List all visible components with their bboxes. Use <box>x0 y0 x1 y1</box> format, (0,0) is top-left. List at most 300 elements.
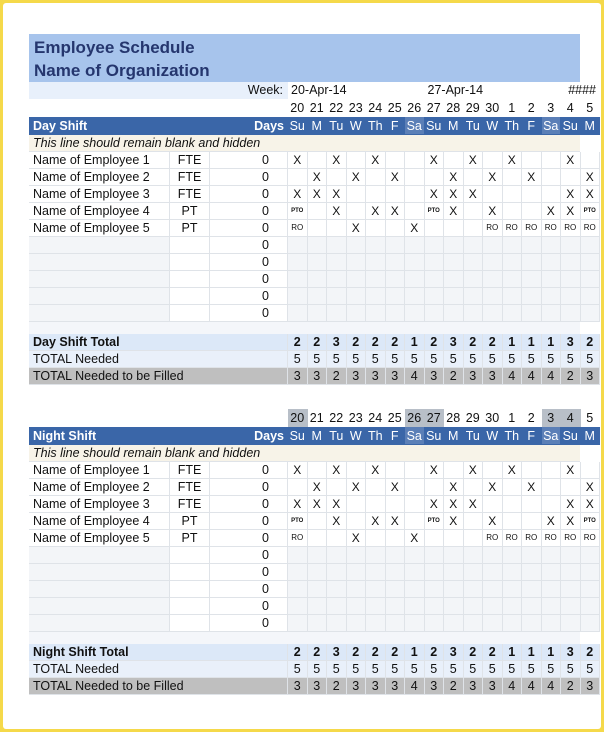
schedule-cell[interactable] <box>308 152 328 169</box>
schedule-cell[interactable]: X <box>561 186 581 203</box>
schedule-cell[interactable] <box>464 530 484 547</box>
schedule-cell[interactable] <box>425 547 445 564</box>
schedule-cell[interactable] <box>386 564 406 581</box>
schedule-cell[interactable] <box>542 462 562 479</box>
schedule-cell[interactable] <box>483 271 503 288</box>
schedule-cell[interactable] <box>444 581 464 598</box>
schedule-cell[interactable] <box>288 254 308 271</box>
schedule-cell[interactable] <box>347 547 367 564</box>
schedule-cell[interactable] <box>503 288 523 305</box>
employee-type[interactable] <box>170 288 210 305</box>
schedule-cell[interactable] <box>464 271 484 288</box>
schedule-cell[interactable]: X <box>561 513 581 530</box>
schedule-cell[interactable] <box>386 462 406 479</box>
schedule-cell[interactable]: X <box>327 203 347 220</box>
schedule-cell[interactable] <box>308 513 328 530</box>
employee-type[interactable] <box>170 615 210 632</box>
schedule-cell[interactable] <box>542 237 562 254</box>
schedule-cell[interactable] <box>444 254 464 271</box>
schedule-cell[interactable]: X <box>542 203 562 220</box>
schedule-cell[interactable] <box>581 462 601 479</box>
schedule-cell[interactable] <box>464 513 484 530</box>
schedule-cell[interactable] <box>347 496 367 513</box>
schedule-cell[interactable] <box>386 288 406 305</box>
schedule-cell[interactable] <box>464 288 484 305</box>
employee-name[interactable]: Name of Employee 4 <box>29 513 170 530</box>
schedule-cell[interactable] <box>425 479 445 496</box>
schedule-cell[interactable]: RO <box>522 530 542 547</box>
employee-type[interactable] <box>170 237 210 254</box>
schedule-cell[interactable]: X <box>308 479 328 496</box>
schedule-cell[interactable] <box>288 564 308 581</box>
schedule-cell[interactable] <box>405 598 425 615</box>
schedule-cell[interactable] <box>308 203 328 220</box>
schedule-cell[interactable] <box>366 305 386 322</box>
schedule-cell[interactable] <box>366 479 386 496</box>
schedule-cell[interactable] <box>542 152 562 169</box>
schedule-cell[interactable] <box>503 598 523 615</box>
schedule-cell[interactable] <box>464 237 484 254</box>
employee-name[interactable]: Name of Employee 3 <box>29 186 170 203</box>
schedule-cell[interactable] <box>425 598 445 615</box>
schedule-cell[interactable] <box>327 254 347 271</box>
schedule-cell[interactable] <box>522 513 542 530</box>
schedule-cell[interactable] <box>444 220 464 237</box>
schedule-cell[interactable] <box>522 462 542 479</box>
schedule-cell[interactable]: X <box>288 462 308 479</box>
schedule-cell[interactable] <box>581 564 601 581</box>
employee-name[interactable] <box>29 305 170 322</box>
schedule-cell[interactable] <box>444 530 464 547</box>
employee-type[interactable]: FTE <box>170 186 210 203</box>
schedule-cell[interactable]: X <box>581 479 601 496</box>
schedule-cell[interactable] <box>366 237 386 254</box>
schedule-cell[interactable]: X <box>327 496 347 513</box>
schedule-cell[interactable] <box>561 581 581 598</box>
schedule-cell[interactable]: X <box>347 479 367 496</box>
schedule-cell[interactable]: RO <box>288 220 308 237</box>
schedule-cell[interactable] <box>308 237 328 254</box>
schedule-cell[interactable] <box>542 305 562 322</box>
schedule-cell[interactable] <box>366 169 386 186</box>
schedule-cell[interactable] <box>366 186 386 203</box>
schedule-cell[interactable] <box>425 305 445 322</box>
schedule-cell[interactable] <box>522 237 542 254</box>
schedule-cell[interactable] <box>444 271 464 288</box>
schedule-cell[interactable] <box>503 186 523 203</box>
employee-type[interactable]: FTE <box>170 479 210 496</box>
schedule-cell[interactable] <box>366 564 386 581</box>
schedule-cell[interactable] <box>347 598 367 615</box>
schedule-cell[interactable] <box>425 271 445 288</box>
schedule-cell[interactable] <box>386 220 406 237</box>
schedule-cell[interactable] <box>288 479 308 496</box>
employee-type[interactable] <box>170 254 210 271</box>
schedule-cell[interactable]: X <box>386 513 406 530</box>
schedule-cell[interactable]: RO <box>561 530 581 547</box>
week-end-date[interactable]: #### <box>561 82 600 99</box>
employee-name[interactable] <box>29 581 170 598</box>
schedule-cell[interactable] <box>522 254 542 271</box>
schedule-cell[interactable] <box>444 547 464 564</box>
schedule-cell[interactable] <box>581 237 601 254</box>
schedule-cell[interactable]: X <box>483 203 503 220</box>
schedule-cell[interactable] <box>483 462 503 479</box>
employee-type[interactable] <box>170 547 210 564</box>
schedule-cell[interactable] <box>347 237 367 254</box>
schedule-cell[interactable] <box>503 513 523 530</box>
schedule-cell[interactable]: X <box>561 496 581 513</box>
schedule-cell[interactable]: X <box>561 203 581 220</box>
schedule-cell[interactable]: X <box>444 496 464 513</box>
schedule-cell[interactable]: RO <box>542 530 562 547</box>
schedule-cell[interactable] <box>288 271 308 288</box>
schedule-cell[interactable]: X <box>405 530 425 547</box>
schedule-cell[interactable] <box>347 271 367 288</box>
schedule-cell[interactable]: X <box>503 152 523 169</box>
schedule-cell[interactable]: RO <box>483 530 503 547</box>
schedule-cell[interactable] <box>444 564 464 581</box>
schedule-cell[interactable] <box>405 237 425 254</box>
schedule-cell[interactable] <box>405 615 425 632</box>
employee-type[interactable]: FTE <box>170 169 210 186</box>
schedule-cell[interactable] <box>522 598 542 615</box>
schedule-cell[interactable] <box>327 237 347 254</box>
schedule-cell[interactable]: PTO <box>425 513 445 530</box>
schedule-cell[interactable]: PTO <box>288 513 308 530</box>
schedule-cell[interactable] <box>327 220 347 237</box>
employee-name[interactable] <box>29 254 170 271</box>
schedule-cell[interactable]: X <box>444 203 464 220</box>
schedule-cell[interactable]: X <box>561 152 581 169</box>
schedule-cell[interactable] <box>483 186 503 203</box>
schedule-cell[interactable] <box>366 598 386 615</box>
schedule-cell[interactable]: X <box>327 152 347 169</box>
employee-name[interactable]: Name of Employee 1 <box>29 152 170 169</box>
schedule-cell[interactable]: X <box>444 479 464 496</box>
schedule-cell[interactable] <box>386 615 406 632</box>
schedule-cell[interactable] <box>581 254 601 271</box>
schedule-cell[interactable] <box>522 496 542 513</box>
schedule-cell[interactable] <box>366 581 386 598</box>
schedule-cell[interactable]: X <box>366 152 386 169</box>
schedule-cell[interactable] <box>386 152 406 169</box>
schedule-cell[interactable] <box>444 288 464 305</box>
schedule-cell[interactable] <box>464 254 484 271</box>
schedule-cell[interactable]: X <box>425 186 445 203</box>
employee-type[interactable] <box>170 271 210 288</box>
schedule-cell[interactable] <box>581 547 601 564</box>
schedule-cell[interactable] <box>308 254 328 271</box>
schedule-cell[interactable] <box>503 581 523 598</box>
schedule-cell[interactable] <box>444 305 464 322</box>
schedule-cell[interactable] <box>347 254 367 271</box>
schedule-cell[interactable] <box>522 271 542 288</box>
schedule-cell[interactable] <box>347 152 367 169</box>
schedule-cell[interactable] <box>425 169 445 186</box>
schedule-cell[interactable] <box>308 271 328 288</box>
schedule-cell[interactable] <box>405 203 425 220</box>
schedule-cell[interactable] <box>464 547 484 564</box>
schedule-cell[interactable] <box>386 530 406 547</box>
schedule-cell[interactable] <box>542 581 562 598</box>
schedule-cell[interactable] <box>464 305 484 322</box>
schedule-cell[interactable] <box>386 305 406 322</box>
schedule-cell[interactable]: X <box>366 462 386 479</box>
employee-type[interactable] <box>170 598 210 615</box>
schedule-cell[interactable] <box>405 479 425 496</box>
schedule-cell[interactable] <box>522 547 542 564</box>
schedule-cell[interactable] <box>542 169 562 186</box>
schedule-cell[interactable]: X <box>464 152 484 169</box>
schedule-cell[interactable] <box>405 254 425 271</box>
schedule-cell[interactable] <box>503 169 523 186</box>
schedule-cell[interactable] <box>522 564 542 581</box>
schedule-cell[interactable]: X <box>464 496 484 513</box>
schedule-cell[interactable] <box>327 564 347 581</box>
schedule-cell[interactable] <box>308 581 328 598</box>
employee-name[interactable] <box>29 615 170 632</box>
schedule-cell[interactable] <box>405 496 425 513</box>
schedule-cell[interactable] <box>308 547 328 564</box>
schedule-cell[interactable] <box>308 220 328 237</box>
employee-type[interactable]: PT <box>170 513 210 530</box>
schedule-cell[interactable]: X <box>386 169 406 186</box>
schedule-cell[interactable] <box>308 462 328 479</box>
employee-name[interactable] <box>29 288 170 305</box>
schedule-cell[interactable] <box>327 615 347 632</box>
schedule-cell[interactable] <box>327 305 347 322</box>
schedule-cell[interactable] <box>288 598 308 615</box>
schedule-cell[interactable] <box>522 288 542 305</box>
schedule-cell[interactable]: X <box>581 496 601 513</box>
schedule-cell[interactable] <box>386 547 406 564</box>
schedule-cell[interactable]: X <box>561 462 581 479</box>
schedule-cell[interactable] <box>327 479 347 496</box>
schedule-cell[interactable] <box>464 598 484 615</box>
schedule-cell[interactable] <box>542 598 562 615</box>
employee-type[interactable]: PT <box>170 220 210 237</box>
schedule-cell[interactable] <box>308 530 328 547</box>
schedule-cell[interactable]: X <box>288 496 308 513</box>
schedule-cell[interactable] <box>327 288 347 305</box>
schedule-cell[interactable] <box>542 186 562 203</box>
schedule-cell[interactable] <box>347 513 367 530</box>
schedule-cell[interactable]: PTO <box>581 513 601 530</box>
schedule-cell[interactable]: X <box>581 169 601 186</box>
schedule-cell[interactable] <box>366 547 386 564</box>
schedule-cell[interactable]: X <box>366 513 386 530</box>
schedule-cell[interactable] <box>347 615 367 632</box>
schedule-cell[interactable]: PTO <box>425 203 445 220</box>
employee-name[interactable] <box>29 564 170 581</box>
schedule-cell[interactable] <box>581 288 601 305</box>
schedule-cell[interactable] <box>347 581 367 598</box>
schedule-cell[interactable] <box>405 462 425 479</box>
schedule-cell[interactable] <box>464 203 484 220</box>
schedule-cell[interactable] <box>483 564 503 581</box>
schedule-cell[interactable] <box>327 271 347 288</box>
schedule-cell[interactable] <box>288 547 308 564</box>
schedule-cell[interactable] <box>425 254 445 271</box>
schedule-cell[interactable] <box>405 513 425 530</box>
schedule-cell[interactable] <box>522 203 542 220</box>
schedule-cell[interactable]: X <box>483 169 503 186</box>
employee-name[interactable]: Name of Employee 3 <box>29 496 170 513</box>
schedule-cell[interactable] <box>483 615 503 632</box>
schedule-cell[interactable] <box>405 564 425 581</box>
schedule-cell[interactable] <box>561 254 581 271</box>
schedule-cell[interactable]: X <box>444 513 464 530</box>
schedule-cell[interactable] <box>483 547 503 564</box>
schedule-cell[interactable] <box>464 581 484 598</box>
employee-type[interactable] <box>170 581 210 598</box>
schedule-cell[interactable] <box>405 305 425 322</box>
schedule-cell[interactable] <box>366 271 386 288</box>
schedule-cell[interactable] <box>308 305 328 322</box>
schedule-cell[interactable] <box>405 288 425 305</box>
schedule-cell[interactable] <box>542 254 562 271</box>
schedule-cell[interactable] <box>288 581 308 598</box>
schedule-cell[interactable]: RO <box>503 530 523 547</box>
schedule-cell[interactable] <box>464 615 484 632</box>
schedule-cell[interactable] <box>347 203 367 220</box>
schedule-cell[interactable] <box>483 598 503 615</box>
schedule-cell[interactable] <box>542 496 562 513</box>
schedule-cell[interactable] <box>483 496 503 513</box>
schedule-cell[interactable]: X <box>308 186 328 203</box>
schedule-cell[interactable] <box>288 305 308 322</box>
schedule-cell[interactable] <box>366 288 386 305</box>
schedule-cell[interactable] <box>347 186 367 203</box>
schedule-cell[interactable] <box>542 615 562 632</box>
schedule-cell[interactable]: X <box>522 479 542 496</box>
schedule-cell[interactable]: X <box>386 479 406 496</box>
schedule-cell[interactable] <box>483 288 503 305</box>
schedule-cell[interactable] <box>503 203 523 220</box>
schedule-cell[interactable]: X <box>425 152 445 169</box>
schedule-cell[interactable] <box>308 288 328 305</box>
schedule-cell[interactable]: RO <box>483 220 503 237</box>
schedule-cell[interactable] <box>347 288 367 305</box>
schedule-cell[interactable] <box>503 496 523 513</box>
schedule-cell[interactable] <box>483 254 503 271</box>
employee-name[interactable]: Name of Employee 4 <box>29 203 170 220</box>
schedule-cell[interactable] <box>366 615 386 632</box>
schedule-cell[interactable]: X <box>308 169 328 186</box>
schedule-cell[interactable] <box>522 152 542 169</box>
schedule-cell[interactable] <box>503 547 523 564</box>
schedule-cell[interactable] <box>581 615 601 632</box>
schedule-cell[interactable] <box>444 598 464 615</box>
schedule-cell[interactable]: X <box>366 203 386 220</box>
schedule-cell[interactable] <box>561 564 581 581</box>
schedule-cell[interactable] <box>522 615 542 632</box>
employee-name[interactable]: Name of Employee 2 <box>29 169 170 186</box>
schedule-cell[interactable]: X <box>308 496 328 513</box>
schedule-cell[interactable] <box>405 547 425 564</box>
schedule-cell[interactable] <box>444 615 464 632</box>
schedule-cell[interactable] <box>503 254 523 271</box>
schedule-cell[interactable] <box>327 581 347 598</box>
schedule-cell[interactable]: X <box>581 186 601 203</box>
schedule-cell[interactable] <box>288 169 308 186</box>
schedule-cell[interactable] <box>503 479 523 496</box>
schedule-cell[interactable]: X <box>425 496 445 513</box>
schedule-cell[interactable] <box>386 581 406 598</box>
employee-name[interactable] <box>29 237 170 254</box>
schedule-cell[interactable] <box>288 288 308 305</box>
schedule-cell[interactable] <box>327 598 347 615</box>
schedule-cell[interactable]: X <box>386 203 406 220</box>
employee-name[interactable] <box>29 598 170 615</box>
employee-name[interactable]: Name of Employee 1 <box>29 462 170 479</box>
schedule-cell[interactable] <box>425 220 445 237</box>
week-start-date[interactable]: 20-Apr-14 <box>288 82 425 99</box>
schedule-cell[interactable] <box>347 305 367 322</box>
schedule-cell[interactable] <box>288 237 308 254</box>
schedule-cell[interactable] <box>503 271 523 288</box>
schedule-cell[interactable] <box>503 305 523 322</box>
schedule-cell[interactable]: X <box>542 513 562 530</box>
schedule-cell[interactable] <box>561 288 581 305</box>
schedule-cell[interactable]: X <box>288 152 308 169</box>
schedule-cell[interactable]: X <box>327 513 347 530</box>
schedule-cell[interactable] <box>503 237 523 254</box>
schedule-cell[interactable] <box>542 479 562 496</box>
schedule-cell[interactable]: RO <box>581 220 601 237</box>
schedule-cell[interactable] <box>347 564 367 581</box>
employee-type[interactable]: PT <box>170 203 210 220</box>
schedule-cell[interactable] <box>581 271 601 288</box>
schedule-cell[interactable] <box>444 462 464 479</box>
schedule-cell[interactable] <box>464 169 484 186</box>
schedule-cell[interactable]: X <box>347 530 367 547</box>
schedule-cell[interactable] <box>483 305 503 322</box>
schedule-cell[interactable] <box>561 237 581 254</box>
employee-type[interactable]: FTE <box>170 152 210 169</box>
schedule-cell[interactable]: X <box>483 513 503 530</box>
schedule-cell[interactable] <box>308 615 328 632</box>
schedule-cell[interactable]: RO <box>288 530 308 547</box>
schedule-cell[interactable] <box>425 615 445 632</box>
schedule-cell[interactable]: X <box>444 186 464 203</box>
schedule-cell[interactable] <box>561 479 581 496</box>
schedule-cell[interactable]: X <box>347 220 367 237</box>
schedule-cell[interactable] <box>366 530 386 547</box>
schedule-cell[interactable] <box>542 564 562 581</box>
schedule-cell[interactable] <box>522 581 542 598</box>
schedule-cell[interactable]: X <box>444 169 464 186</box>
schedule-cell[interactable]: RO <box>581 530 601 547</box>
schedule-cell[interactable]: RO <box>561 220 581 237</box>
schedule-cell[interactable]: X <box>425 462 445 479</box>
schedule-cell[interactable] <box>386 598 406 615</box>
schedule-cell[interactable] <box>483 237 503 254</box>
schedule-cell[interactable]: X <box>464 462 484 479</box>
schedule-cell[interactable]: X <box>503 462 523 479</box>
schedule-cell[interactable]: X <box>347 169 367 186</box>
schedule-cell[interactable]: RO <box>542 220 562 237</box>
employee-type[interactable]: PT <box>170 530 210 547</box>
schedule-cell[interactable] <box>561 271 581 288</box>
schedule-cell[interactable] <box>366 496 386 513</box>
schedule-cell[interactable] <box>405 271 425 288</box>
schedule-cell[interactable] <box>405 169 425 186</box>
schedule-cell[interactable] <box>581 598 601 615</box>
schedule-cell[interactable] <box>522 186 542 203</box>
schedule-cell[interactable]: X <box>464 186 484 203</box>
